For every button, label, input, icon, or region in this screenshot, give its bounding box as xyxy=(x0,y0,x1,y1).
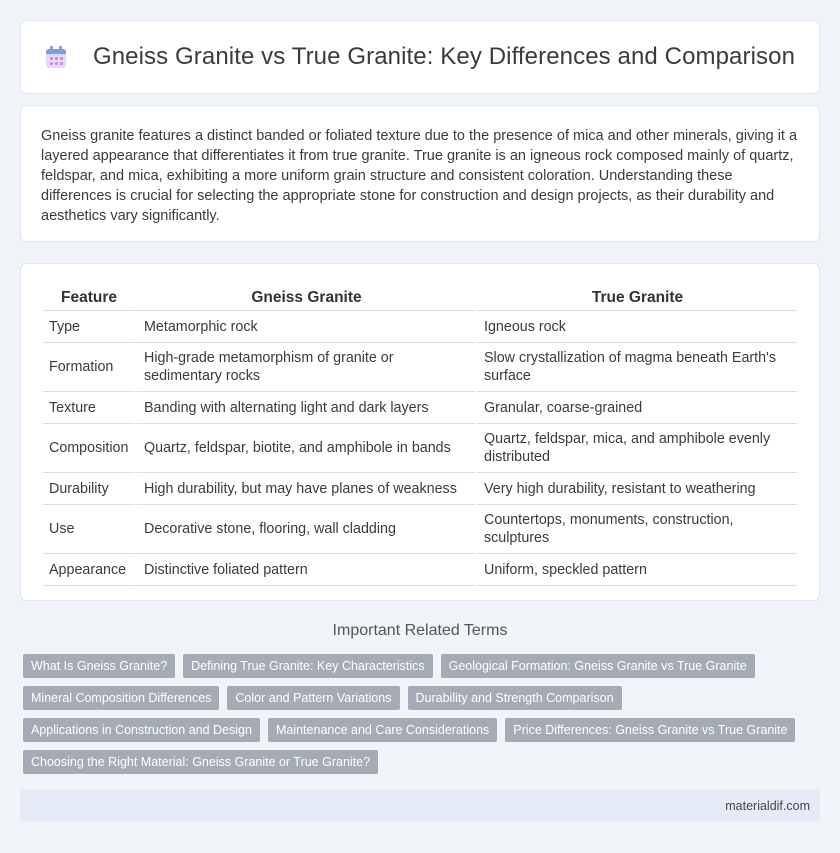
cell-feature: Appearance xyxy=(43,554,135,586)
related-tag[interactable]: Defining True Granite: Key Characteristics xyxy=(183,654,432,678)
cell-gneiss: Decorative stone, flooring, wall cladding xyxy=(135,505,475,554)
header-true-granite: True Granite xyxy=(475,282,797,311)
cell-true: Slow crystallization of magma beneath Earth's surface xyxy=(475,343,797,392)
cell-true: Quartz, feldspar, mica, and amphibole evenly distributed xyxy=(475,424,797,473)
header-gneiss-granite: Gneiss Granite xyxy=(135,282,475,311)
cell-feature: Formation xyxy=(43,343,135,392)
table-row xyxy=(43,311,797,343)
related-tag[interactable]: Durability and Strength Comparison xyxy=(408,686,622,710)
cell-feature: Use xyxy=(43,505,135,554)
cell-feature: Durability xyxy=(43,473,135,505)
header-feature: Feature xyxy=(43,282,135,311)
related-tag[interactable]: Applications in Construction and Design xyxy=(23,718,260,742)
cell-gneiss: High-grade metamorphism of granite or sedimentary rocks xyxy=(135,343,475,392)
page-title: Gneiss Granite vs True Granite: Key Differences and Comparison xyxy=(92,43,796,70)
intro-paragraph: Gneiss granite features a distinct banded or foliated texture due to the presence of mica and other minerals, giving it a layered appearance that differentiates it from true granite. True granite is an igneous rock composed mainly of quartz, feldspar, and mica, exhibiting a more uniform grain structure and consistent coloration. Understanding these differences is crucial for selecting the appropriate stone for construction and design projects, as their durability and aesthetics vary significantly. xyxy=(41,128,798,224)
table-row xyxy=(43,473,797,505)
related-terms-title: Important Related Terms xyxy=(332,622,508,639)
cell-gneiss: High durability, but may have planes of weakness xyxy=(135,473,475,505)
footer-bar xyxy=(20,790,820,822)
comparison-card xyxy=(20,263,820,601)
table-row xyxy=(43,424,797,473)
cell-gneiss: Banding with alternating light and dark layers xyxy=(135,392,475,424)
table-header-row xyxy=(43,282,797,311)
cell-gneiss: Quartz, feldspar, biotite, and amphibole in bands xyxy=(135,424,475,473)
footer-site[interactable]: materialdif.com xyxy=(725,799,810,813)
cell-feature: Texture xyxy=(43,392,135,424)
table-row xyxy=(43,505,797,554)
cell-gneiss: Distinctive foliated pattern xyxy=(135,554,475,586)
cell-gneiss: Metamorphic rock xyxy=(135,311,475,343)
related-tag[interactable]: Maintenance and Care Considerations xyxy=(268,718,497,742)
related-tags xyxy=(23,654,813,782)
related-tag[interactable]: What Is Gneiss Granite? xyxy=(23,654,175,678)
title-wrap xyxy=(45,43,795,71)
cell-true: Granular, coarse-grained xyxy=(475,392,797,424)
cell-true: Uniform, speckled pattern xyxy=(475,554,797,586)
table-row xyxy=(43,392,797,424)
related-tag[interactable]: Mineral Composition Differences xyxy=(23,686,219,710)
cell-true: Very high durability, resistant to weathering xyxy=(475,473,797,505)
header-card xyxy=(20,20,820,94)
related-tag[interactable]: Price Differences: Gneiss Granite vs True Granite xyxy=(505,718,795,742)
related-tag[interactable]: Geological Formation: Gneiss Granite vs True Granite xyxy=(441,654,755,678)
calendar-icon xyxy=(45,45,67,69)
cell-feature: Composition xyxy=(43,424,135,473)
related-tag[interactable]: Color and Pattern Variations xyxy=(227,686,399,710)
cell-true: Igneous rock xyxy=(475,311,797,343)
related-tag[interactable]: Choosing the Right Material: Gneiss Granite or True Granite? xyxy=(23,750,378,774)
table-row xyxy=(43,343,797,392)
table-row xyxy=(43,554,797,586)
intro-card xyxy=(20,105,820,242)
comparison-table xyxy=(43,282,797,586)
cell-true: Countertops, monuments, construction, sculptures xyxy=(475,505,797,554)
cell-feature: Type xyxy=(43,311,135,343)
